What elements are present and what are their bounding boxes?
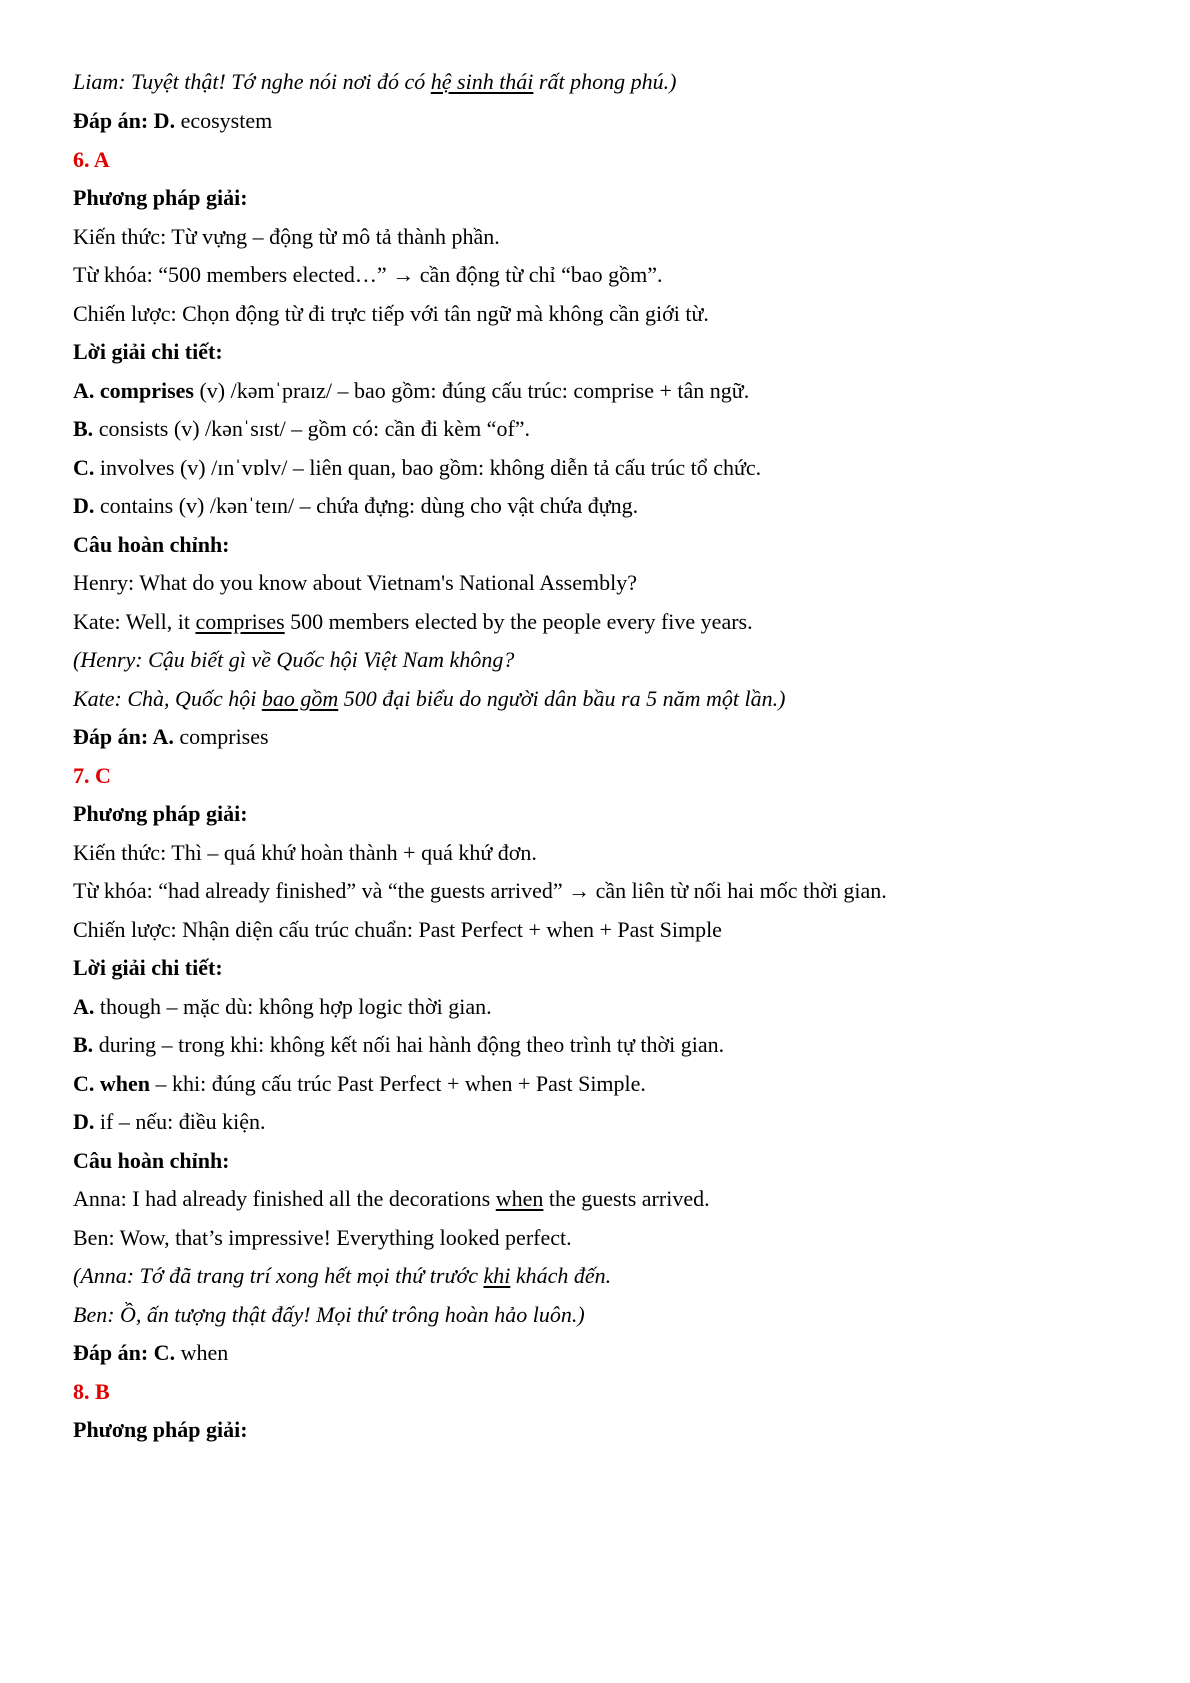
option-label: B. <box>73 1032 94 1057</box>
q6-answer-line <box>73 723 269 751</box>
q6-option-a <box>73 377 749 405</box>
q7-option-b <box>73 1031 724 1059</box>
q7-option-c <box>73 1070 646 1098</box>
answer-value: comprises <box>173 724 269 749</box>
option-label: D. <box>73 1109 95 1134</box>
q6-heading: 6. A <box>73 147 110 172</box>
answer-label: Đáp án: D. <box>73 108 176 133</box>
q8-heading: 8. B <box>73 1379 110 1404</box>
text: khách đến. <box>510 1263 612 1288</box>
q6-henry-en: Henry: What do you know about Vietnam's National Assembly? <box>73 570 637 595</box>
text: rất phong phú.) <box>533 69 677 94</box>
q6-full-label: Câu hoàn chỉnh: <box>73 532 230 557</box>
option-label: C. when <box>73 1071 151 1096</box>
option-text: consists (v) /kənˈsɪst/ – gồm có: cần đi kèm “of”. <box>93 416 531 441</box>
answer-value: ecosystem <box>175 108 273 133</box>
q6-keyword: Từ khóa: “500 members elected…” → cần động từ chỉ “bao gồm”. <box>73 262 663 287</box>
q7-anna-vi <box>73 1262 611 1290</box>
q7-ben-vi: Ben: Ồ, ấn tượng thật đấy! Mọi thứ trông hoàn hảo luôn.) <box>73 1302 585 1327</box>
q7-option-a <box>73 993 492 1021</box>
text: the guests arrived. <box>543 1186 710 1211</box>
answer-value: when <box>175 1340 229 1365</box>
q6-option-b <box>73 415 530 443</box>
q7-answer-line <box>73 1339 228 1367</box>
answer-line <box>73 107 272 135</box>
option-text: though – mặc dù: không hợp logic thời gian. <box>94 994 492 1019</box>
text: (Anna: Tớ đã trang trí xong hết mọi thứ trước <box>73 1263 484 1288</box>
option-label: C. <box>73 455 95 480</box>
option-label: B. <box>73 416 94 441</box>
q6-knowledge: Kiến thức: Từ vựng – động từ mô tả thành phần. <box>73 224 500 249</box>
option-text: involves (v) /ɪnˈvɒlv/ – liên quan, bao gồm: không diễn tả cấu trúc tổ chức. <box>94 455 762 480</box>
q7-strategy: Chiến lược: Nhận diện cấu trúc chuẩn: Past Perfect + when + Past Simple <box>73 917 722 942</box>
option-text: if – nếu: điều kiện. <box>94 1109 266 1134</box>
q7-knowledge: Kiến thức: Thì – quá khứ hoàn thành + quá khứ đơn. <box>73 840 537 865</box>
q7-full-label: Câu hoàn chỉnh: <box>73 1148 230 1173</box>
text: 500 đại biểu do người dân bầu ra 5 năm một lần.) <box>338 686 786 711</box>
q6-kate-en <box>73 608 753 636</box>
q7-detail-label: Lời giải chi tiết: <box>73 955 223 980</box>
q7-method-label: Phương pháp giải: <box>73 801 248 826</box>
text: Liam: Tuyệt thật! Tớ nghe nói nơi đó có <box>73 69 431 94</box>
option-label: A. comprises <box>73 378 194 403</box>
underlined-word: comprises <box>195 609 285 634</box>
q6-option-d <box>73 492 638 520</box>
q7-ben-en: Ben: Wow, that’s impressive! Everything looked perfect. <box>73 1225 572 1250</box>
q6-henry-vi: (Henry: Cậu biết gì về Quốc hội Việt Nam không? <box>73 647 515 672</box>
q7-anna-en <box>73 1185 710 1213</box>
underlined-word: bao gồm <box>261 686 339 711</box>
text: Kate: Chà, Quốc hội <box>73 686 262 711</box>
option-text: contains (v) /kənˈteɪn/ – chứa đựng: dùng cho vật chứa đựng. <box>94 493 639 518</box>
underlined-word: when <box>495 1186 544 1211</box>
q6-detail-label: Lời giải chi tiết: <box>73 339 223 364</box>
underlined-word: khi <box>483 1263 511 1288</box>
underlined-word: hệ sinh thái <box>430 69 534 94</box>
q7-keyword: Từ khóa: “had already finished” và “the guests arrived” → cần liên từ nối hai mốc thời gian. <box>73 878 887 903</box>
text: Kate: Well, it <box>73 609 196 634</box>
option-label: A. <box>73 994 95 1019</box>
q8-method-label: Phương pháp giải: <box>73 1417 248 1442</box>
q6-option-c <box>73 454 761 482</box>
q6-strategy: Chiến lược: Chọn động từ đi trực tiếp với tân ngữ mà không cần giới từ. <box>73 301 709 326</box>
q7-option-d <box>73 1108 265 1136</box>
option-label: D. <box>73 493 95 518</box>
liam-vi-line <box>73 68 676 96</box>
q6-method-label: Phương pháp giải: <box>73 185 248 210</box>
option-text: (v) /kəmˈpraɪz/ – bao gồm: đúng cấu trúc: comprise + tân ngữ. <box>193 378 750 403</box>
text: 500 members elected by the people every five years. <box>284 609 753 634</box>
answer-label: Đáp án: A. <box>73 724 174 749</box>
q6-kate-vi <box>73 685 785 713</box>
text: Anna: I had already finished all the decorations <box>73 1186 496 1211</box>
option-text: during – trong khi: không kết nối hai hành động theo trình tự thời gian. <box>93 1032 725 1057</box>
option-text: – khi: đúng cấu trúc Past Perfect + when + Past Simple. <box>150 1071 646 1096</box>
q7-heading: 7. C <box>73 763 111 788</box>
answer-label: Đáp án: C. <box>73 1340 176 1365</box>
